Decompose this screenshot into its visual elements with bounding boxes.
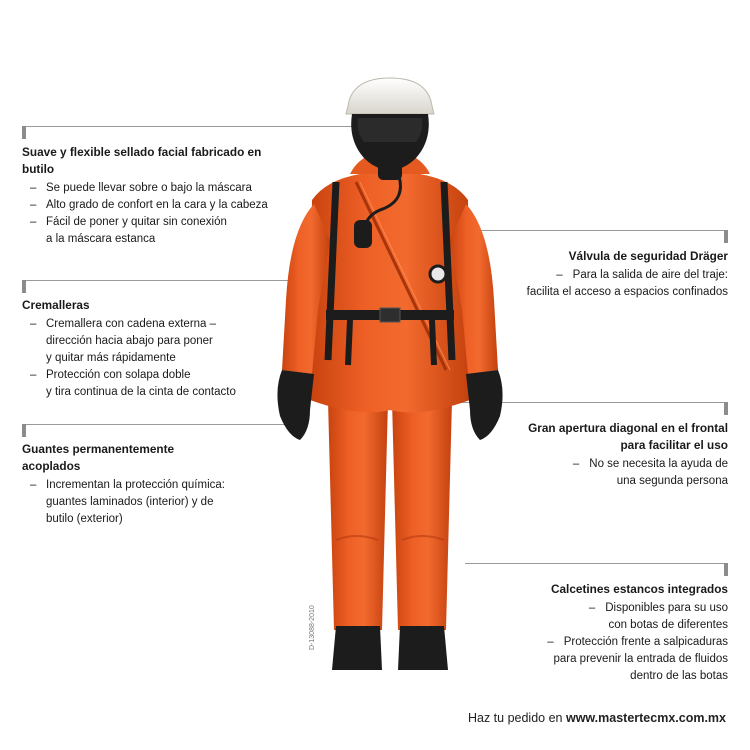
helmet [346, 78, 434, 114]
list-item: – Alto grado de confort en la cara y la cabeza [22, 197, 282, 214]
callout-title: Calcetines estancos integrados [550, 582, 728, 596]
callout-facial-seal [22, 144, 282, 248]
valve-pouch [354, 220, 372, 248]
suit-left-leg [328, 400, 388, 630]
list-item: – Se puede llevar sobre o bajo la máscara [22, 180, 282, 197]
mask-filter [378, 158, 402, 180]
list-item: – Cremallera con cadena externa – dirección hacia abajo para poner y quitar más rápidamente [22, 316, 282, 367]
callout-gloves [22, 441, 282, 528]
callout-line: dentro de las botas [630, 670, 728, 682]
belt-buckle [380, 308, 400, 322]
callout-title: Suave y flexible sellado facial fabricado en butilo [22, 145, 262, 176]
callout-tick [22, 126, 26, 139]
callout-line: para prevenir la entrada de fluidos [553, 653, 728, 665]
callout-list [22, 477, 282, 528]
callout-tick [724, 563, 728, 576]
footer-prefix: Haz tu pedido en [467, 711, 566, 725]
callout-line: una segunda persona [616, 475, 728, 487]
list-item: – Fácil de poner y quitar sin conexión a la máscara estanca [22, 214, 282, 248]
callout-list [22, 180, 282, 248]
callout-zippers [22, 297, 282, 401]
callout-title: Cremalleras [22, 298, 90, 312]
callout-line: – Para la salida de aire del traje: [556, 269, 728, 281]
callout-tick [22, 424, 26, 437]
callout-line: – No se necesita la ayuda de [572, 458, 728, 470]
pressure-gauge [430, 266, 446, 282]
callout-line: – Protección frente a salpicaduras [547, 636, 728, 648]
callout-tick [22, 280, 26, 293]
left-boot [332, 626, 382, 670]
callout-line: con botas de diferentes [608, 619, 728, 631]
callout-tick [724, 402, 728, 415]
suit-right-leg [392, 400, 452, 630]
list-item: – Incrementan la protección química: guantes laminados (interior) y de butilo (exterior) [22, 477, 282, 528]
callout-list [22, 316, 282, 401]
list-item: – Protección con solapa doble y tira continua de la cinta de contacto [22, 367, 282, 401]
order-footer [468, 711, 726, 725]
protective-suit-illustration [270, 70, 510, 680]
website-link[interactable]: www.mastertecmx.com.mx [565, 711, 726, 725]
callout-title: Gran apertura diagonal en el frontal para facilitar el uso [528, 421, 728, 452]
callout-line: facilita el acceso a espacios confinados [526, 286, 728, 298]
callout-title: Guantes permanentemente acoplados [22, 442, 175, 473]
right-boot [398, 626, 448, 670]
callout-tick [724, 230, 728, 243]
right-glove [466, 370, 503, 440]
left-glove [277, 370, 314, 440]
leader-line [26, 424, 292, 425]
callout-title: Válvula de seguridad Dräger [568, 249, 728, 263]
document-number: D-13088-2010 [309, 605, 316, 650]
callout-line: – Disponibles para su uso [588, 602, 728, 614]
